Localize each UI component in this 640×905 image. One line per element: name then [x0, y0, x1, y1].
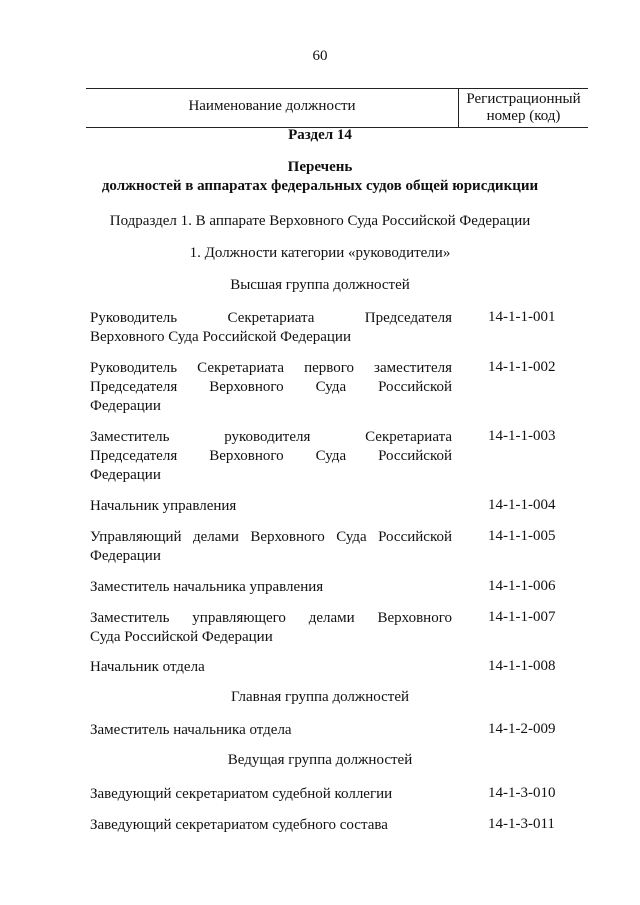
position-name-line: Заместитель управляющего делами Верховного — [90, 610, 452, 626]
list-title-line2: должностей в аппаратах федеральных судов общей юрисдикции — [101, 178, 539, 194]
position-name-line: Руководитель Секретариата Председателя — [90, 310, 452, 326]
position-name: Начальник отдела — [90, 659, 205, 675]
list-title-line1: Перечень — [287, 159, 353, 175]
position-code: 14-1-1-008 — [488, 658, 556, 674]
position-code: 14-1-1-002 — [488, 359, 556, 375]
position-code: 14-1-1-001 — [488, 309, 556, 325]
table-header — [86, 88, 588, 128]
position-name-line: Председателя Верховного Суда Российской — [90, 448, 452, 464]
position-code: 14-1-1-007 — [488, 609, 556, 625]
position-name-line: Федерации — [90, 398, 161, 414]
page-number: 60 — [312, 48, 328, 64]
column-header-code-line2: номер (код) — [486, 108, 561, 124]
position-name: Заместитель начальника отдела — [90, 722, 292, 738]
position-name-line: Управляющий делами Верховного Суда Российской — [90, 529, 452, 545]
group-title: Высшая группа должностей — [230, 277, 410, 293]
position-code: 14-1-1-003 — [488, 428, 556, 444]
position-name-line: Суда Российской Федерации — [90, 629, 273, 645]
position-code: 14-1-3-011 — [488, 816, 555, 832]
position-name-line: Заместитель руководителя Секретариата — [90, 429, 452, 445]
list-title — [0, 158, 640, 196]
position-name-line: Федерации — [90, 548, 161, 564]
column-header-code-line1: Регистрационный — [466, 91, 581, 107]
column-header-code — [459, 91, 588, 125]
section-title: Раздел 14 — [288, 127, 352, 143]
group-title: Ведущая группа должностей — [227, 752, 413, 768]
position-code: 14-1-1-004 — [488, 497, 556, 513]
position-name — [90, 609, 452, 647]
subsection-title: Подраздел 1. В аппарате Верховного Суда Российской Федерации — [109, 213, 531, 229]
position-name: Заместитель начальника управления — [90, 579, 324, 595]
position-code: 14-1-1-006 — [488, 578, 556, 594]
category-title: 1. Должности категории «руководители» — [189, 245, 451, 261]
position-name — [90, 528, 452, 566]
position-name: Заведующий секретариатом судебной коллегии — [90, 786, 393, 802]
column-header-name: Наименование должности — [188, 98, 356, 114]
position-code: 14-1-2-009 — [488, 721, 556, 737]
position-code: 14-1-3-010 — [488, 785, 556, 801]
position-name: Начальник управления — [90, 498, 237, 514]
position-name-line: Руководитель Секретариата первого заместителя — [90, 360, 452, 376]
position-code: 14-1-1-005 — [488, 528, 556, 544]
position-name-line: Председателя Верховного Суда Российской — [90, 379, 452, 395]
position-name — [90, 309, 452, 347]
position-name — [90, 359, 452, 416]
position-name: Заведующий секретариатом судебного состава — [90, 817, 388, 833]
position-name — [90, 428, 452, 485]
position-name-line: Верховного Суда Российской Федерации — [90, 329, 351, 345]
group-title: Главная группа должностей — [230, 689, 410, 705]
position-name-line: Федерации — [90, 467, 161, 483]
